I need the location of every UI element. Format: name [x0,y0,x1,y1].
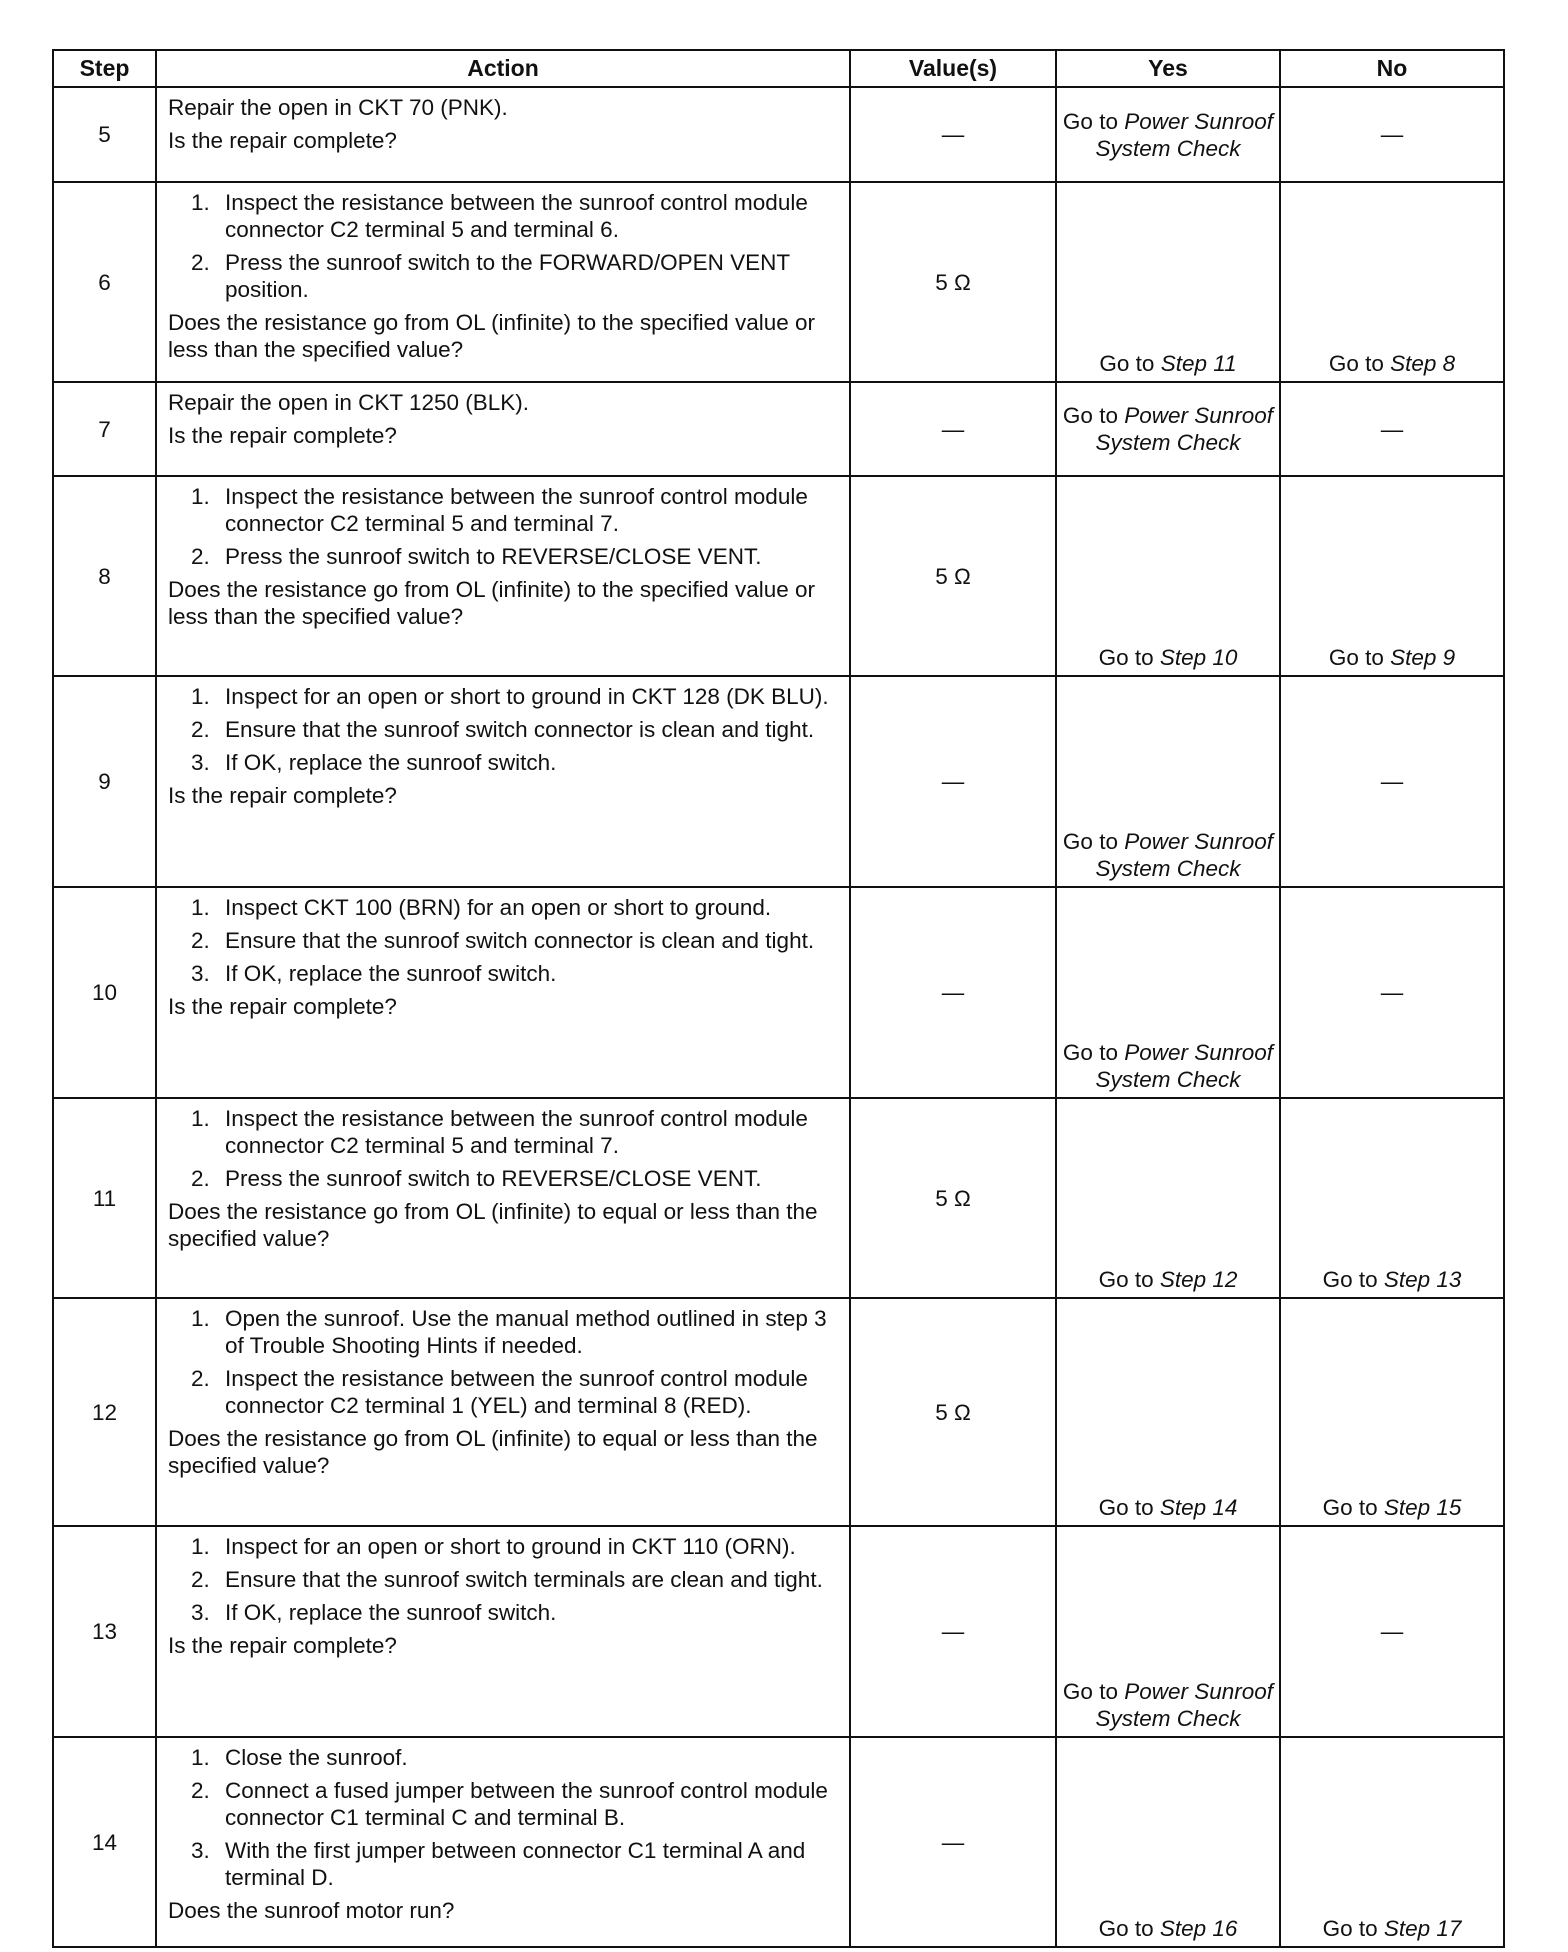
yes-reference: Step 11 [1160,351,1237,376]
table-row [53,1098,1504,1298]
no-cell [1280,676,1504,887]
no-cell [1280,476,1504,676]
no-prefix: Go to [1322,1495,1384,1520]
action-cell [156,182,850,382]
yes-cell [1056,676,1280,887]
yes-prefix: Go to [1062,108,1125,134]
action-cell [156,1526,850,1737]
yes-reference: Step 12 [1159,1267,1238,1292]
table-row [53,1298,1504,1526]
header-no: No [1280,50,1504,87]
action-item: Inspect the resistance between the sunroof control module connector C2 terminal 1 (YEL) and terminal 8 (RED). [225,1366,808,1418]
yes-reference: Power Sunroof System Check [1095,1679,1274,1731]
yes-cell [1056,87,1280,182]
table-body [53,87,1504,1947]
action-item: Close the sunroof. [225,1745,408,1770]
action-item: Inspect for an open or short to ground in CKT 128 (DK BLU). [225,684,829,709]
header-action: Action [156,50,850,87]
table-row [53,87,1504,182]
action-item: Press the sunroof switch to REVERSE/CLOSE VENT. [225,1166,762,1191]
value-cell: — [850,1737,1056,1947]
action-cell [156,382,850,476]
no-reference: Step 15 [1383,1495,1462,1520]
step-number: 6 [53,182,156,382]
step-number: 8 [53,476,156,676]
value-cell: 5 Ω [850,476,1056,676]
no-cell [1280,1526,1504,1737]
value-cell: 5 Ω [850,1298,1056,1526]
yes-cell [1056,1098,1280,1298]
step-number: 9 [53,676,156,887]
step-number: 14 [53,1737,156,1947]
action-item: Ensure that the sunroof switch terminals are clean and tight. [225,1567,823,1592]
yes-prefix: Go to [1098,645,1160,670]
no-reference: Step 8 [1390,351,1456,376]
no-prefix: Go to [1322,1916,1384,1941]
yes-cell [1056,1298,1280,1526]
table-row [53,1526,1504,1737]
value-cell: — [850,887,1056,1098]
header-row [53,50,1504,87]
step-number: 10 [53,887,156,1098]
action-item: Ensure that the sunroof switch connector is clean and tight. [225,717,815,742]
diagnostic-table [52,49,1505,1948]
action-item: If OK, replace the sunroof switch. [225,961,557,986]
yes-reference: Power Sunroof System Check [1095,108,1274,161]
no-cell [1280,382,1504,476]
action-cell [156,87,850,182]
yes-prefix: Go to [1062,1040,1125,1065]
no-prefix: — [1380,416,1404,442]
action-cell [156,1298,850,1526]
table-row [53,1737,1504,1947]
action-text: Repair the open in CKT 70 (PNK). [168,95,508,120]
table-row [53,382,1504,476]
header-values: Value(s) [850,50,1056,87]
action-item: Inspect CKT 100 (BRN) for an open or short to ground. [225,895,772,920]
action-list [168,189,839,303]
action-item: Connect a fused jumper between the sunroof control module connector C1 terminal C and terminal B. [225,1778,828,1830]
action-list [168,894,839,987]
yes-prefix: Go to [1062,1679,1125,1704]
value-cell: — [850,87,1056,182]
yes-prefix: Go to [1098,1495,1160,1520]
action-item: If OK, replace the sunroof switch. [225,1600,557,1625]
value-cell: — [850,1526,1056,1737]
value-cell: — [850,382,1056,476]
step-number: 7 [53,382,156,476]
yes-reference: Step 14 [1159,1495,1238,1520]
yes-prefix: Go to [1062,403,1125,428]
action-item: Inspect the resistance between the sunroof control module connector C2 terminal 5 and terminal 6. [225,190,808,242]
action-item: Open the sunroof. Use the manual method outlined in step 3 of Trouble Shooting Hints if needed. [225,1306,827,1358]
no-cell [1280,87,1504,182]
action-cell [156,676,850,887]
table-row [53,676,1504,887]
action-item: Press the sunroof switch to REVERSE/CLOSE VENT. [225,544,762,569]
yes-reference: Power Sunroof System Check [1095,1040,1274,1092]
action-text: Repair the open in CKT 1250 (BLK). [168,390,530,415]
action-cell [156,887,850,1098]
action-item: Inspect the resistance between the sunroof control module connector C2 terminal 5 and terminal 7. [225,1106,808,1158]
yes-prefix: Go to [1062,829,1125,854]
action-question: Does the resistance go from OL (infinite) to the specified value or less than the specified value? [168,577,815,629]
action-list [168,483,839,570]
yes-prefix: Go to [1098,1916,1160,1941]
no-reference: Step 9 [1390,645,1456,670]
step-number: 13 [53,1526,156,1737]
no-cell [1280,182,1504,382]
action-question: Is the repair complete? [168,783,397,808]
action-cell [156,476,850,676]
no-cell [1280,1298,1504,1526]
action-list [168,683,839,776]
action-list [168,1305,839,1419]
yes-reference: Power Sunroof System Check [1095,829,1274,881]
yes-cell [1056,1737,1280,1947]
action-item: Inspect for an open or short to ground in CKT 110 (ORN). [225,1534,796,1559]
no-prefix: Go to [1322,1267,1384,1292]
header-step: Step [53,50,156,87]
action-cell [156,1098,850,1298]
header-yes: Yes [1056,50,1280,87]
action-item: Inspect the resistance between the sunroof control module connector C2 terminal 5 and terminal 7. [225,484,808,536]
table-row [53,182,1504,382]
no-prefix: — [1380,1619,1404,1644]
action-list [168,1744,839,1891]
action-list [168,1105,839,1192]
action-question: Does the resistance go from OL (infinite) to the specified value or less than the specified value? [168,310,815,362]
no-prefix: — [1380,122,1404,147]
no-reference: Step 13 [1383,1267,1462,1292]
yes-prefix: Go to [1099,351,1161,376]
yes-cell [1056,382,1280,476]
action-question: Does the resistance go from OL (infinite) to equal or less than the specified value? [168,1199,818,1251]
action-item: Ensure that the sunroof switch connector is clean and tight. [225,928,815,953]
no-prefix: Go to [1328,351,1391,376]
action-question: Does the resistance go from OL (infinite) to equal or less than the specified value? [168,1426,818,1478]
step-number: 12 [53,1298,156,1526]
action-question: Is the repair complete? [168,128,397,153]
no-cell [1280,1098,1504,1298]
no-cell [1280,1737,1504,1947]
yes-reference: Power Sunroof System Check [1095,403,1274,455]
yes-cell [1056,1526,1280,1737]
value-cell: — [850,676,1056,887]
action-item: Press the sunroof switch to the FORWARD/OPEN VENT position. [225,250,790,302]
no-reference: Step 17 [1383,1916,1462,1941]
yes-reference: Step 10 [1159,645,1238,670]
action-question: Is the repair complete? [168,994,397,1019]
table-row [53,476,1504,676]
action-item: If OK, replace the sunroof switch. [225,750,557,775]
step-number: 5 [53,87,156,182]
yes-cell [1056,887,1280,1098]
no-prefix: Go to [1328,645,1391,670]
yes-cell [1056,476,1280,676]
action-list [168,1533,839,1626]
no-cell [1280,887,1504,1098]
value-cell: 5 Ω [850,182,1056,382]
no-prefix: — [1380,980,1404,1005]
action-question: Is the repair complete? [168,423,397,448]
yes-cell [1056,182,1280,382]
action-item: With the first jumper between connector C1 terminal A and terminal D. [225,1838,806,1890]
no-prefix: — [1380,769,1404,794]
step-number: 11 [53,1098,156,1298]
yes-reference: Step 16 [1159,1916,1238,1941]
action-cell [156,1737,850,1947]
value-cell: 5 Ω [850,1098,1056,1298]
action-question: Is the repair complete? [168,1633,397,1658]
table-row [53,887,1504,1098]
yes-prefix: Go to [1098,1267,1160,1292]
action-question: Does the sunroof motor run? [168,1898,455,1923]
